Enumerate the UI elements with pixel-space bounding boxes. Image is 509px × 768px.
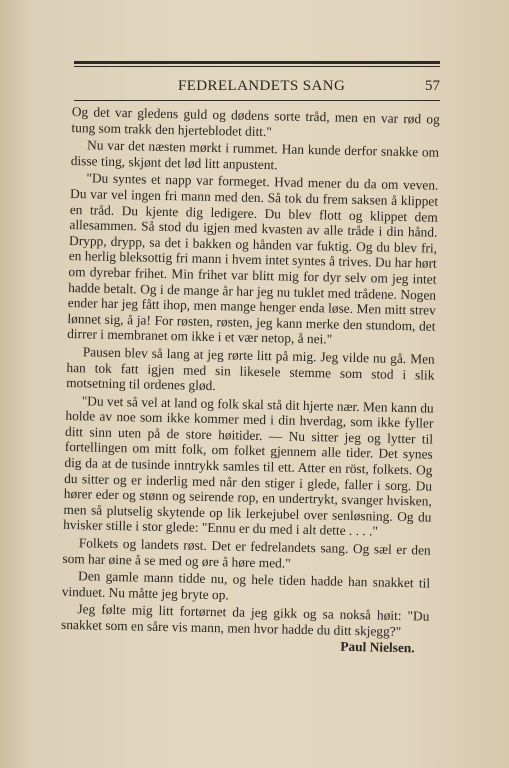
paragraph-1: Og det var gledens guld og dødens sorte tråd, men en var rød og tung som trakk den hjerteblodet ditt." bbox=[71, 104, 440, 139]
page-header bbox=[74, 78, 440, 100]
paragraph-8 bbox=[60, 601, 430, 655]
paragraph-6: Folkets og landets røst. Det er fedrelandets sang. Og sæl er den som har øine å se med og øre å høre med." bbox=[62, 535, 431, 571]
paragraph-2: Nu var det næsten mørkt i rummet. Han kunde derfor snakke om disse ting, skjønt det lød litt anpustent. bbox=[70, 137, 440, 173]
running-head: FEDRELANDETS SANG bbox=[178, 78, 346, 94]
paragraph-8-text: Jeg følte mig litt fortørnet da jeg gikk og sa nokså høit: "Du snakket som en såre vis mann, men hvor hadde du ditt skjegg?" bbox=[60, 601, 430, 640]
paragraph-3: "Du syntes et napp var formeget. Hvad mener du da om veven. Du var vel ingen fri mann med den. Så tok du frem saksen å klippet en tråd. Du kjente dig ledigere. Du blev flott og klippet dem allesammen. Så stod du igjen med kvasten av alle tråde i din hånd. Drypp, drypp, sa det i bakken og hånden var fuktig. Og du blev fri, en herlig bleksottig fri mann i hvem intet syntes å trives. Du har hørt om dyrebar frihet. Min frihet var blitt mig for dyr selv om jeg intet hadde betalt. Og i de mange år har jeg nu tuklet med trådene. Nogen ender har jeg fått ihop, men mange henger enda løse. Men mitt strev lønnet sig, å ja! For røsten, røsten, jeg kann merke den stundom, det dirrer i membranet om ikke i et vær netop, å nei." bbox=[67, 170, 439, 347]
paragraph-7: Den gamle mann tidde nu, og hele tiden hadde han snakket til vinduet. Nu måtte jeg bryte op. bbox=[61, 568, 431, 603]
header-rule-bottom bbox=[74, 100, 440, 101]
author-signature: Paul Nielsen. bbox=[340, 638, 415, 655]
page-number: 57 bbox=[425, 78, 440, 94]
paragraph-4: Pausen blev så lang at jeg rørte litt på mig. Jeg vilde nu gå. Men han tok fatt igjen med sin likesele stemme som stod i slik motsetning til ordenes glød. bbox=[66, 344, 435, 394]
header-rule-thick bbox=[74, 61, 440, 64]
paragraph-5: "Du vet så vel at land og folk skal stå dit hjerte nær. Men kann du holde av noe som ikke kommer med i din hverdag, som ikke fyller ditt sinn uten på de store høitider. — Nu sitter jeg og lytter til fortellingen om mitt folk, om folket gjennem alle tider. Det synes dig da at de tusinde inntrykk samles til ett. Atter en röst, folkets. Og du sitter og er inderlig med når den stiger i glede, faller i sorg. Du hører eder og stønn og seirende rop, en undertrykt, svanger hvisken, men så plutselig skytende op lik lerkejubel over senløsning. Og du hvisker stille i stor glede: "Ennu er du med i alt dette . . . ." bbox=[63, 392, 434, 539]
body-text bbox=[61, 104, 440, 656]
header-rule-thin bbox=[74, 66, 440, 67]
